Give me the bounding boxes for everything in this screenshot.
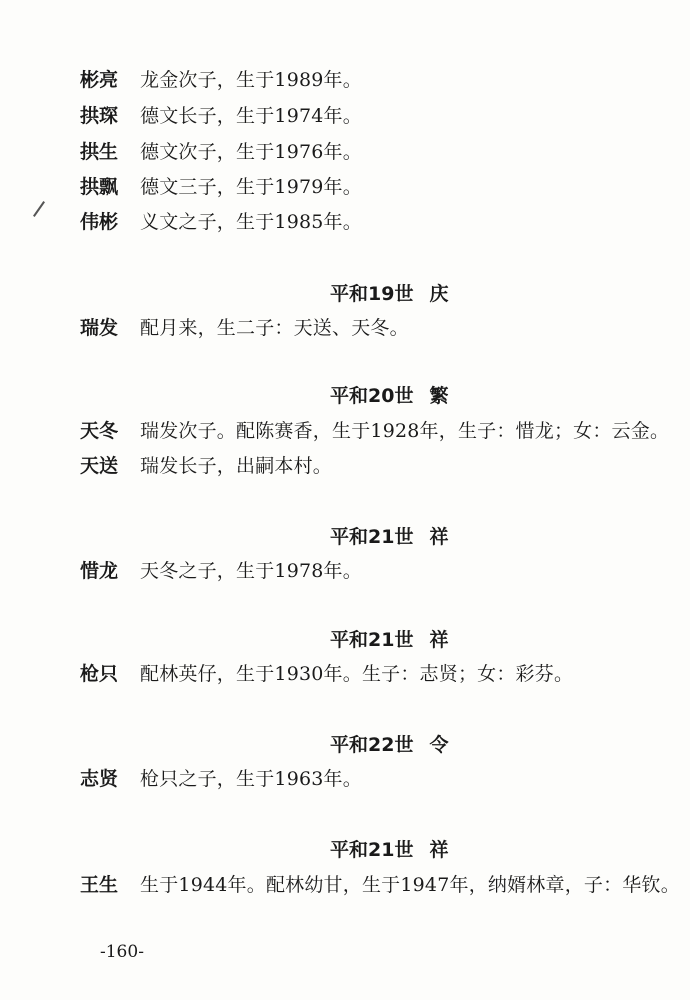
generation-label: 平和21世 bbox=[330, 526, 414, 548]
entry-row bbox=[80, 556, 362, 586]
entry-text: 生于1944年。配林幼甘，生于1947年，纳婿林章，子：华钦。 bbox=[140, 874, 680, 896]
entry-name: 志贤 bbox=[80, 768, 119, 790]
generation-heading bbox=[330, 522, 448, 552]
entry-row bbox=[80, 172, 362, 202]
generation-heading bbox=[330, 730, 448, 760]
entry-text: 配林英仔，生于1930年。生子：志贤；女：彩芬。 bbox=[140, 663, 574, 685]
entry-row bbox=[80, 870, 680, 900]
page-number: -160- bbox=[100, 942, 144, 962]
entry-row bbox=[80, 137, 362, 167]
entry-name: 瑞发 bbox=[80, 317, 119, 339]
generation-label: 平和21世 bbox=[330, 839, 414, 861]
generation-heading bbox=[330, 381, 448, 411]
entry-name: 枪只 bbox=[80, 663, 119, 685]
entry-row bbox=[80, 416, 669, 446]
generation-heading bbox=[330, 279, 448, 309]
generation-char: 祥 bbox=[429, 526, 449, 548]
generation-char: 祥 bbox=[429, 839, 449, 861]
entry-text: 德文次子，生于1976年。 bbox=[140, 141, 362, 163]
entry-row bbox=[80, 659, 573, 689]
entry-name: 拱生 bbox=[80, 141, 119, 163]
entry-name: 天冬 bbox=[80, 420, 119, 442]
entry-row bbox=[80, 101, 362, 131]
entry-row bbox=[80, 451, 332, 481]
generation-heading bbox=[330, 625, 448, 655]
entry-text: 龙金次子，生于1989年。 bbox=[140, 69, 362, 91]
entry-text: 义文之子，生于1985年。 bbox=[140, 211, 362, 233]
entry-text: 天冬之子，生于1978年。 bbox=[140, 560, 362, 582]
entry-text: 瑞发长子，出嗣本村。 bbox=[140, 455, 333, 477]
entry-row bbox=[80, 764, 362, 794]
generation-label: 平和21世 bbox=[330, 629, 414, 651]
generation-char: 令 bbox=[429, 734, 449, 756]
entry-name: 拱琛 bbox=[80, 105, 119, 127]
entry-name: 王生 bbox=[80, 874, 119, 896]
entry-row bbox=[80, 65, 362, 95]
entry-name: 彬亮 bbox=[80, 69, 119, 91]
generation-char: 庆 bbox=[429, 283, 449, 305]
entry-name: 拱飘 bbox=[80, 176, 119, 198]
generation-label: 平和22世 bbox=[330, 734, 414, 756]
entry-text: 枪只之子，生于1963年。 bbox=[140, 768, 362, 790]
generation-heading bbox=[330, 835, 448, 865]
entry-text: 德文长子，生于1974年。 bbox=[140, 105, 362, 127]
entry-row bbox=[80, 207, 362, 237]
generation-label: 平和19世 bbox=[330, 283, 414, 305]
entry-name: 伟彬 bbox=[80, 211, 119, 233]
entry-row bbox=[80, 313, 409, 343]
entry-text: 瑞发次子。配陈赛香，生于1928年，生子：惜龙；女：云金。 bbox=[140, 420, 670, 442]
entry-text: 德文三子，生于1979年。 bbox=[140, 176, 362, 198]
generation-char: 祥 bbox=[429, 629, 449, 651]
entry-text: 配月来，生二子：天送、天冬。 bbox=[140, 317, 409, 339]
scan-mark bbox=[33, 201, 45, 217]
entry-name: 天送 bbox=[80, 455, 119, 477]
generation-char: 繁 bbox=[429, 385, 449, 407]
entry-name: 惜龙 bbox=[80, 560, 119, 582]
generation-label: 平和20世 bbox=[330, 385, 414, 407]
